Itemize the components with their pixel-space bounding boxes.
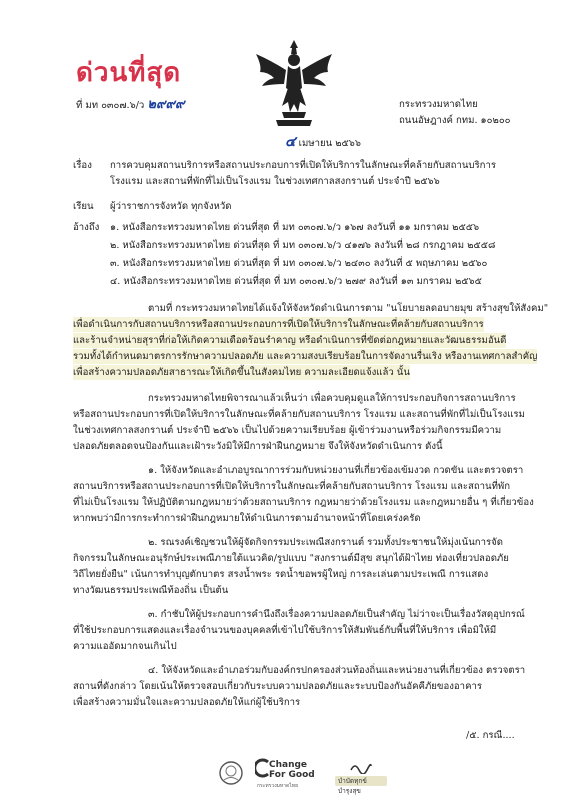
change-sub-text: กระทรวงมหาดไทย [257, 783, 299, 789]
item-1-line: สถานบริการหรือสถานประกอบการที่เปิดให้บริการในลักษณะที่คล้ายกับสถานบริการ โรงแรม และสถานที่พัก [73, 481, 511, 492]
paragraph-1-line: รวมทั้งได้กำหนดมาตรการรักษาความปลอดภัย และความสงบเรียบร้อยในการจัดงานรื่นเริง หรืองานเทศกาลสำคัญ [73, 349, 537, 364]
item-4-line: สถานที่ดังกล่าว โดยเน้นให้ตรวจสอบเกี่ยวกับระบบความปลอดภัยและระบบป้องกันอัคคีภัยของอาคาร [73, 681, 483, 692]
urgency-stamp: ด่วนที่สุด [76, 58, 182, 88]
motto-text: บำบัดทุกข์ บำรุงสุข [338, 777, 367, 795]
garuda-emblem-icon [252, 36, 336, 128]
document-number [76, 98, 185, 112]
item-2-line: กิจกรรมในลักษณะอนุรักษ์ประเพณีภายใต้แนวคิด/รูปแบบ "สงกรานต์มีสุข สนุกได้ฝ้าไทย ท่องเที่ยวปลอดภัย [73, 553, 509, 564]
item-3-line: ๓. กำชับให้ผู้ประกอบการคำนึงถึงเรื่องความปลอดภัยเป็นสำคัญ ไม่ว่าจะเป็นเรื่องวัสดุอุปกรณ์ [148, 609, 525, 620]
reference-item: ๒. หนังสือกระทรวงมหาดไทย ด่วนที่สุด ที่ มท ๐๓๐๗.๖/ว ๔๑๗๖ ลงวันที่ ๒๘ กรกฎาคม ๒๕๕๘ [110, 240, 496, 251]
motto-logo [335, 760, 387, 795]
continued-marker: /๕. กรณี.... [466, 730, 515, 741]
motto-script-icon [349, 760, 373, 774]
paragraph-1-line: เพื่อดำเนินการกับสถานบริการหรือสถานประกอบการที่เปิดให้บริการในลักษณะที่คล้ายกับสถานบริการ [73, 317, 484, 332]
paragraph-1-line: เพื่อสร้างความปลอดภัยสาธารณะให้เกิดขึ้นในสังคมไทย ความละเอียดแจ้งแล้ว นั้น [73, 365, 410, 380]
paragraph-2-line: กระทรวงมหาดไทยพิจารณาแล้วเห็นว่า เพื่อควบคุมดูแลให้การประกอบกิจการสถานบริการ [148, 393, 516, 404]
item-3-line: ความแออัดมากจนเกินไป [73, 641, 177, 652]
addressee-text: ผู้ว่าราชการจังหวัด ทุกจังหวัด [110, 201, 232, 212]
item-1-line: หากพบว่ามีการกระทำการฝ่าฝืนกฎหมายให้ดำเนินการตามอำนาจหน้าที่โดยเคร่งครัด [73, 513, 421, 524]
date-day-handwritten: ๔ [285, 134, 296, 150]
item-2-line: ๒. รณรงค์เชิญชวนให้ผู้จัดกิจกรรมประเพณีสงกรานต์ รวมทั้งประชาชนให้มุ่งเน้นการจัด [148, 537, 503, 548]
reference-item: ๑. หนังสือกระทรวงมหาดไทย ด่วนที่สุด ที่ มท ๐๓๐๗.๖/ว ๑๖๗ ลงวันที่ ๑๑ มกราคม ๒๕๕๖ [110, 222, 480, 233]
subject-label: เรื่อง [73, 160, 92, 171]
subject-line-2: โรงแรม และสถานที่พักที่ไม่เป็นโรงแรม ในช่วงเทศกาลสงกรานต์ ประจำปี ๒๕๖๖ [110, 176, 440, 187]
ministry-seal-icon [218, 760, 244, 786]
item-4-line: เพื่อสร้างความมั่นใจและความปลอดภัยให้แก่ผู้ใช้บริการ [73, 697, 301, 708]
paragraph-1-line: ตามที่ กระทรวงมหาดไทยได้แจ้งให้จังหวัดดำเนินการตาม "นโยบายลดอบายมุข สร้างสุขให้สังคม" [148, 303, 549, 314]
reference-item: ๔. หนังสือกระทรวงมหาดไทย ด่วนที่สุด ที่ มท ๐๓๐๗.๖/ว ๒๗๙ ลงวันที่ ๑๓ มกราคม ๒๕๖๕ [110, 276, 482, 287]
item-1-line: ๑. ให้จังหวัดและอำเภอบูรณาการร่วมกับหน่วยงานที่เกี่ยวข้องเข้มงวด กวดขัน และตรวจตรา [148, 465, 524, 476]
paragraph-1-line: และร้านจำหน่ายสุราที่ก่อให้เกิดความเดือดร้อนรำคาญ หรือดำเนินการที่ขัดต่อกฎหมายและวัฒนธรรมอันดี [73, 333, 506, 348]
item-3-line: ที่ใช้ประกอบการแสดงและเรื่องจำนวนของบุคคลที่เข้าไปใช้บริการให้สัมพันธ์กับพื้นที่ให้บริการ เพื่อมิให้มี [73, 625, 497, 636]
item-4-line: ๔. ให้จังหวัดและอำเภอร่วมกับองค์กรปกครองส่วนท้องถิ่นและหน่วยงานที่เกี่ยวข้อง ตรวจตรา [148, 665, 526, 676]
addressee-label: เรียน [73, 201, 94, 212]
ministry-address: ถนนอัษฎางค์ กทม. ๑๐๒๐๐ [399, 115, 511, 126]
item-1-line: ที่ไม่เป็นโรงแรม ให้ปฏิบัติตามกฎหมายว่าด้วยสถานบริการ กฎหมายว่าด้วยโรงแรม และกฎหมายอื่น ๆ ที่เกี่ยวข้อง [73, 497, 534, 508]
paragraph-2-line: ปลอดภัยตลอดจนป้องกันและเฝ้าระวังมิให้มีการฝ่าฝืนกฎหมาย จึงให้จังหวัดดำเนินการ ดังนี้ [73, 441, 443, 452]
date-month-year: เมษายน ๒๕๖๖ [298, 138, 361, 149]
paragraph-2-line: หรือสถานประกอบการที่เปิดให้บริการในลักษณะที่คล้ายกับสถานบริการ โรงแรม และสถานที่พักที่ไม่เป็นโรงแรม [73, 409, 525, 420]
for-good-text: For Good [269, 770, 315, 780]
reference-item: ๓. หนังสือกระทรวงมหาดไทย ด่วนที่สุด ที่ มท ๐๓๐๗.๖/ว ๒๔๓๐ ลงวันที่ ๕ พฤษภาคม ๒๕๖๐ [110, 258, 488, 269]
subject-line-1: การควบคุมสถานบริการหรือสถานประกอบการที่เปิดให้บริการในลักษณะที่คล้ายกับสถานบริการ [110, 160, 496, 171]
ministry-name: กระทรวงมหาดไทย [399, 99, 478, 110]
document-number-handwritten: ๒๙๙๙ [147, 97, 185, 112]
item-2-line: วิถีไทยยั่งยืน" เน้นการทำบุญตักบาตร สรงน้ำพระ รดน้ำขอพรผู้ใหญ่ การละเล่นตามประเพณี การแสดง [73, 569, 489, 580]
item-2-line: ทางวัฒนธรรมประเพณีท้องถิ่น เป็นต้น [73, 585, 229, 596]
change-for-good-logo [255, 758, 319, 790]
references-label: อ้างถึง [73, 222, 100, 233]
document-date [285, 136, 361, 150]
document-number-prefix: ที่ มท ๐๓๐๗.๖/ว [76, 100, 145, 111]
paragraph-2-line: ในช่วงเทศกาลสงกรานต์ ประจำปี ๒๕๖๖ เป็นไปด้วยความเรียบร้อย ผู้เข้าร่วมงานหรือร่วมกิจกรรมมีความ [73, 425, 502, 436]
change-text: Change [269, 760, 308, 770]
